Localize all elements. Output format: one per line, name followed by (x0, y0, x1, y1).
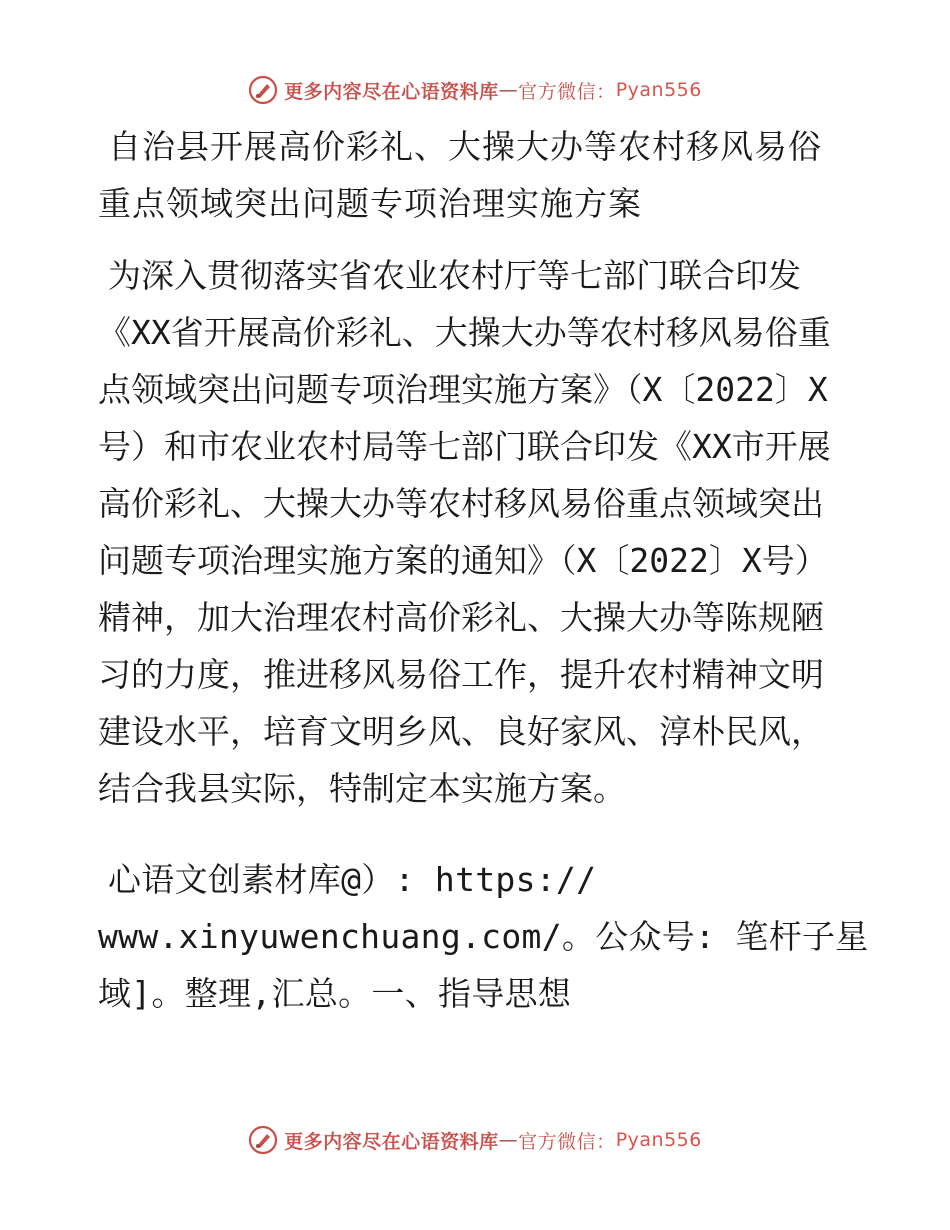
paragraph-2-line-1: 心语文创素材库@）: https:// (108, 860, 597, 899)
paragraph-2-line-3: 域]。整理,汇总。一、指导思想 (98, 974, 572, 1013)
footer-banner (0, 1120, 950, 1160)
header-wechat-label: 官方微信： (518, 80, 616, 103)
paragraph-1-line-10: 结合我县实际，特制定本实施方案。 (98, 769, 626, 808)
header-wechat-id: Pyan556 (615, 79, 702, 101)
paragraph-1-line-2: 《XX省开展高价彩礼、大操大办等农村移风易俗重 (98, 313, 831, 352)
title-line-2: 重点领域突出问题专项治理实施方案 (98, 184, 642, 223)
paragraph-2-line-2: www.xinyuwenchuang.com/。公众号: 笔杆子星 (98, 917, 869, 956)
header-separator: — (498, 79, 519, 101)
footer-separator: — (498, 1129, 519, 1151)
paragraph-1-line-4: 号）和市农业农村局等七部门联合印发《XX市开展 (98, 427, 831, 466)
paragraph-1-line-1: 为深入贯彻落实省农业农村厅等七部门联合印发 (108, 256, 801, 295)
paragraph-1-line-6: 问题专项治理实施方案的通知》（X〔2022〕X号） (98, 541, 828, 580)
pen-nib-logo-icon (248, 75, 278, 105)
header-promo-text: 更多内容尽在心语资料库 (284, 80, 499, 103)
title-line-1: 自治县开展高价彩礼、大操大办等农村移风易俗 (108, 127, 822, 166)
footer-wechat-label: 官方微信： (518, 1130, 616, 1153)
footer-wechat-id: Pyan556 (615, 1129, 702, 1151)
header-banner (0, 70, 950, 110)
footer-promo-text: 更多内容尽在心语资料库 (284, 1130, 499, 1153)
paragraph-1-line-8: 习的力度，推进移风易俗工作，提升农村精神文明 (98, 655, 824, 694)
paragraph-1-line-9: 建设水平，培育文明乡风、良好家风、淳朴民风， (98, 712, 824, 751)
pen-nib-logo-icon (248, 1125, 278, 1155)
paragraph-1-line-3: 点领域突出问题专项治理实施方案》（X〔2022〕X (98, 370, 828, 409)
paragraph-1-line-7: 精神，加大治理农村高价彩礼、大操大办等陈规陋 (98, 598, 824, 637)
paragraph-1-line-5: 高价彩礼、大操大办等农村移风易俗重点领域突出 (98, 484, 824, 523)
